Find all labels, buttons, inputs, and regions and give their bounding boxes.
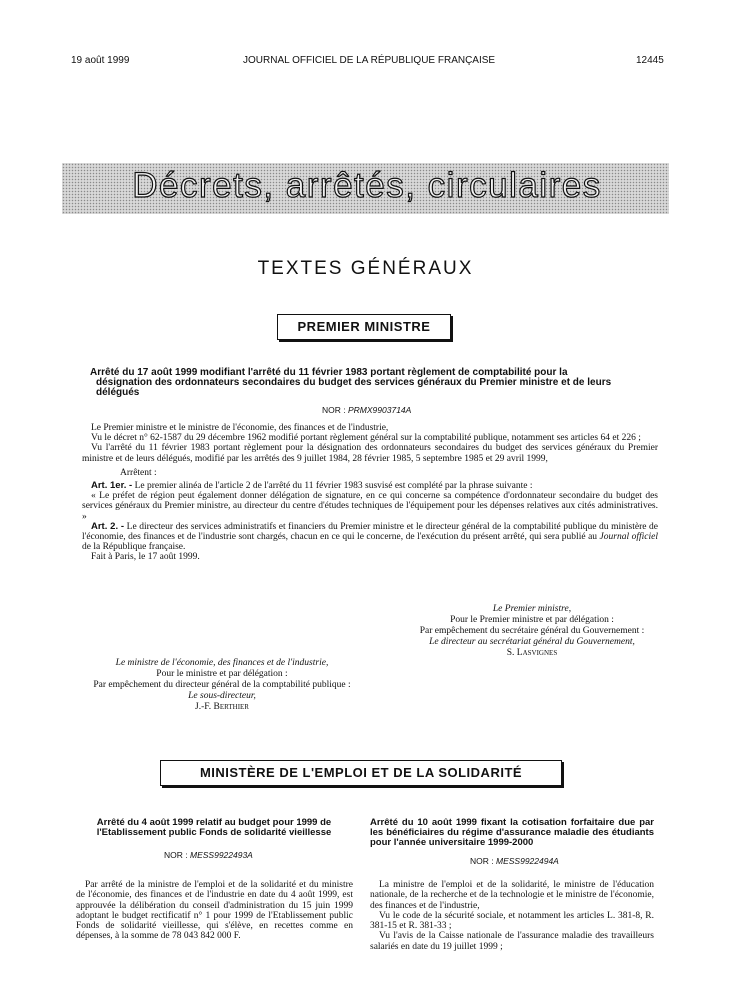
page-number: 12445 xyxy=(636,55,664,66)
arretent: Arrêtent : xyxy=(120,467,157,478)
signature-line: Par empêchement du secrétaire général du Gouvernement : xyxy=(419,626,645,636)
journal-officiel: Journal officiel xyxy=(599,532,658,543)
nor-code: MESS9922493A xyxy=(190,850,253,860)
right-arrete-body xyxy=(370,880,654,952)
article-2-label: Art. 2. - xyxy=(91,520,125,532)
signature-line: Par empêchement du directeur général de la comptabilité publique : xyxy=(93,680,351,690)
right-arrete-title: Arrêté du 10 août 1999 fixant la cotisation forfaitaire due par les bénéficiaires du régime d'assurance maladie des étudiants pour l'année universitaire 1999-2000 xyxy=(370,817,654,848)
signature-ministre-economie xyxy=(72,658,372,713)
article-1 xyxy=(82,481,658,491)
article-1-quote: « Le préfet de région peut également donner délégation de signature, en ce qui concerne sa compétence d'ordonnateur secondaire du budget des services généraux du Premier ministre, au directeur du centre d'études techniques de l'équipement pour les dépenses relatives aux cités administratives. » xyxy=(82,491,658,522)
arrete-title xyxy=(82,368,642,398)
signature-line: Pour le ministre et par délégation : xyxy=(156,669,288,679)
body-paragraph: Le Premier ministre et le ministre de l'économie, des finances et de l'industrie, xyxy=(91,423,389,433)
body-paragraph: Vu le code de la sécurité sociale, et notamment les articles L. 381-8, R. 381-15 et R. 381-33 ; xyxy=(370,910,654,932)
ministere-emploi-heading: MINISTÈRE DE L'EMPLOI ET DE LA SOLIDARITÉ xyxy=(160,760,562,786)
left-arrete-body xyxy=(76,880,353,942)
right-nor-reference xyxy=(470,856,559,866)
signature-line: Le ministre de l'économie, des finances et de l'industrie, xyxy=(115,658,329,668)
signature-line: Pour le Premier ministre et par délégation : xyxy=(450,615,614,625)
article-1-label: Art. 1er. - xyxy=(91,480,133,492)
article-2 xyxy=(82,522,658,553)
signature-premier-ministre xyxy=(396,604,668,659)
arrete-title-line: désignation des ordonnateurs secondaires du budget des services généraux du Premier ministre et de leurs xyxy=(96,377,612,388)
article-1-text: Le premier alinéa de l'article 2 de l'arrêté du 11 février 1983 susvisé est complété par la phrase suivante : xyxy=(134,481,533,492)
left-nor-reference xyxy=(164,850,253,860)
signature-line: Le Premier ministre, xyxy=(492,604,572,614)
fait-a-paris: Fait à Paris, le 17 août 1999. xyxy=(91,552,200,563)
signature-name: J.-F. Berthier xyxy=(195,702,249,712)
body-paragraph: Vu l'avis de la Caisse nationale de l'assurance maladie des travailleurs salariés en date du 19 juillet 1999 ; xyxy=(370,931,654,952)
signature-name: S. Lasvignes xyxy=(506,648,558,658)
body-paragraph: Par arrêté de la ministre de l'emploi et de la solidarité et du ministre de l'économie, des finances et de l'industrie en date du 4 août 1999, est approuvée la délibération du conseil d'administration du 15 juin 1999 adoptant le budget rectificatif n° 1 pour 1999 de l'Etablissement public Fonds de solidarité vieillesse, qui s'élève, en recettes comme en dépenses, à la somme de 78 043 842 000 F. xyxy=(76,880,353,942)
signature-line: Le sous-directeur, xyxy=(188,691,256,701)
nor-code: MESS9922494A xyxy=(496,856,559,866)
body-paragraph: Vu l'arrêté du 11 février 1983 portant règlement pour la désignation des ordonnateurs secondaires du budget des services généraux du Premier ministre et de leurs délégués, modifié par les arrêtés des 9 juillet 1984, 28 février 1985, 5 septembre 1985 et 29 avril 1999, xyxy=(82,443,658,464)
nor-reference xyxy=(322,405,411,415)
nor-code: PRMX9903714A xyxy=(348,405,412,415)
body-paragraph: Vu le décret n° 62-1587 du 29 décembre 1962 modifié portant règlement général sur la comptabilité publique, notamment ses articles 64 et 226 ; xyxy=(91,433,641,444)
nor-label: NOR : xyxy=(322,405,346,415)
premier-ministre-heading: PREMIER MINISTRE xyxy=(277,314,451,340)
arrete-title-line: délégués xyxy=(96,387,140,398)
arrete-body xyxy=(82,423,658,563)
section-title: TEXTES GÉNÉRAUX xyxy=(257,258,474,279)
journal-title: JOURNAL OFFICIEL DE LA RÉPUBLIQUE FRANÇAISE xyxy=(243,55,496,66)
article-2-text: Le directeur des services administratifs et financiers du Premier ministre et le directeur général de la comptabilité publique du ministère de l'économie, des finances et de l'industrie sont chargés, chacun en ce qui le concerne, de l'exécution du présent arrêté, qui sera publié au xyxy=(82,521,658,543)
body-paragraph: La ministre de l'emploi et de la solidarité, le ministre de l'éducation nationale, de la recherche et de la technologie et le ministre de l'économie, des finances et de l'industrie, xyxy=(370,880,654,911)
signature-line: Le directeur au secrétariat général du Gouvernement, xyxy=(429,637,635,647)
arrete-title-line: Arrêté du 17 août 1999 modifiant l'arrêté du 11 février 1983 portant règlement de comptabilité pour la xyxy=(90,367,568,378)
nor-label: NOR : xyxy=(470,856,494,866)
article-2-text-end: de la République française. xyxy=(82,542,186,553)
nor-label: NOR : xyxy=(164,850,188,860)
left-arrete-title: Arrêté du 4 août 1999 relatif au budget pour 1999 de l'Etablissement public Fonds de solidarité vieillesse xyxy=(96,817,332,838)
header-date: 19 août 1999 xyxy=(71,55,130,66)
banner-title: Décrets, arrêtés, circulaires xyxy=(132,166,602,205)
